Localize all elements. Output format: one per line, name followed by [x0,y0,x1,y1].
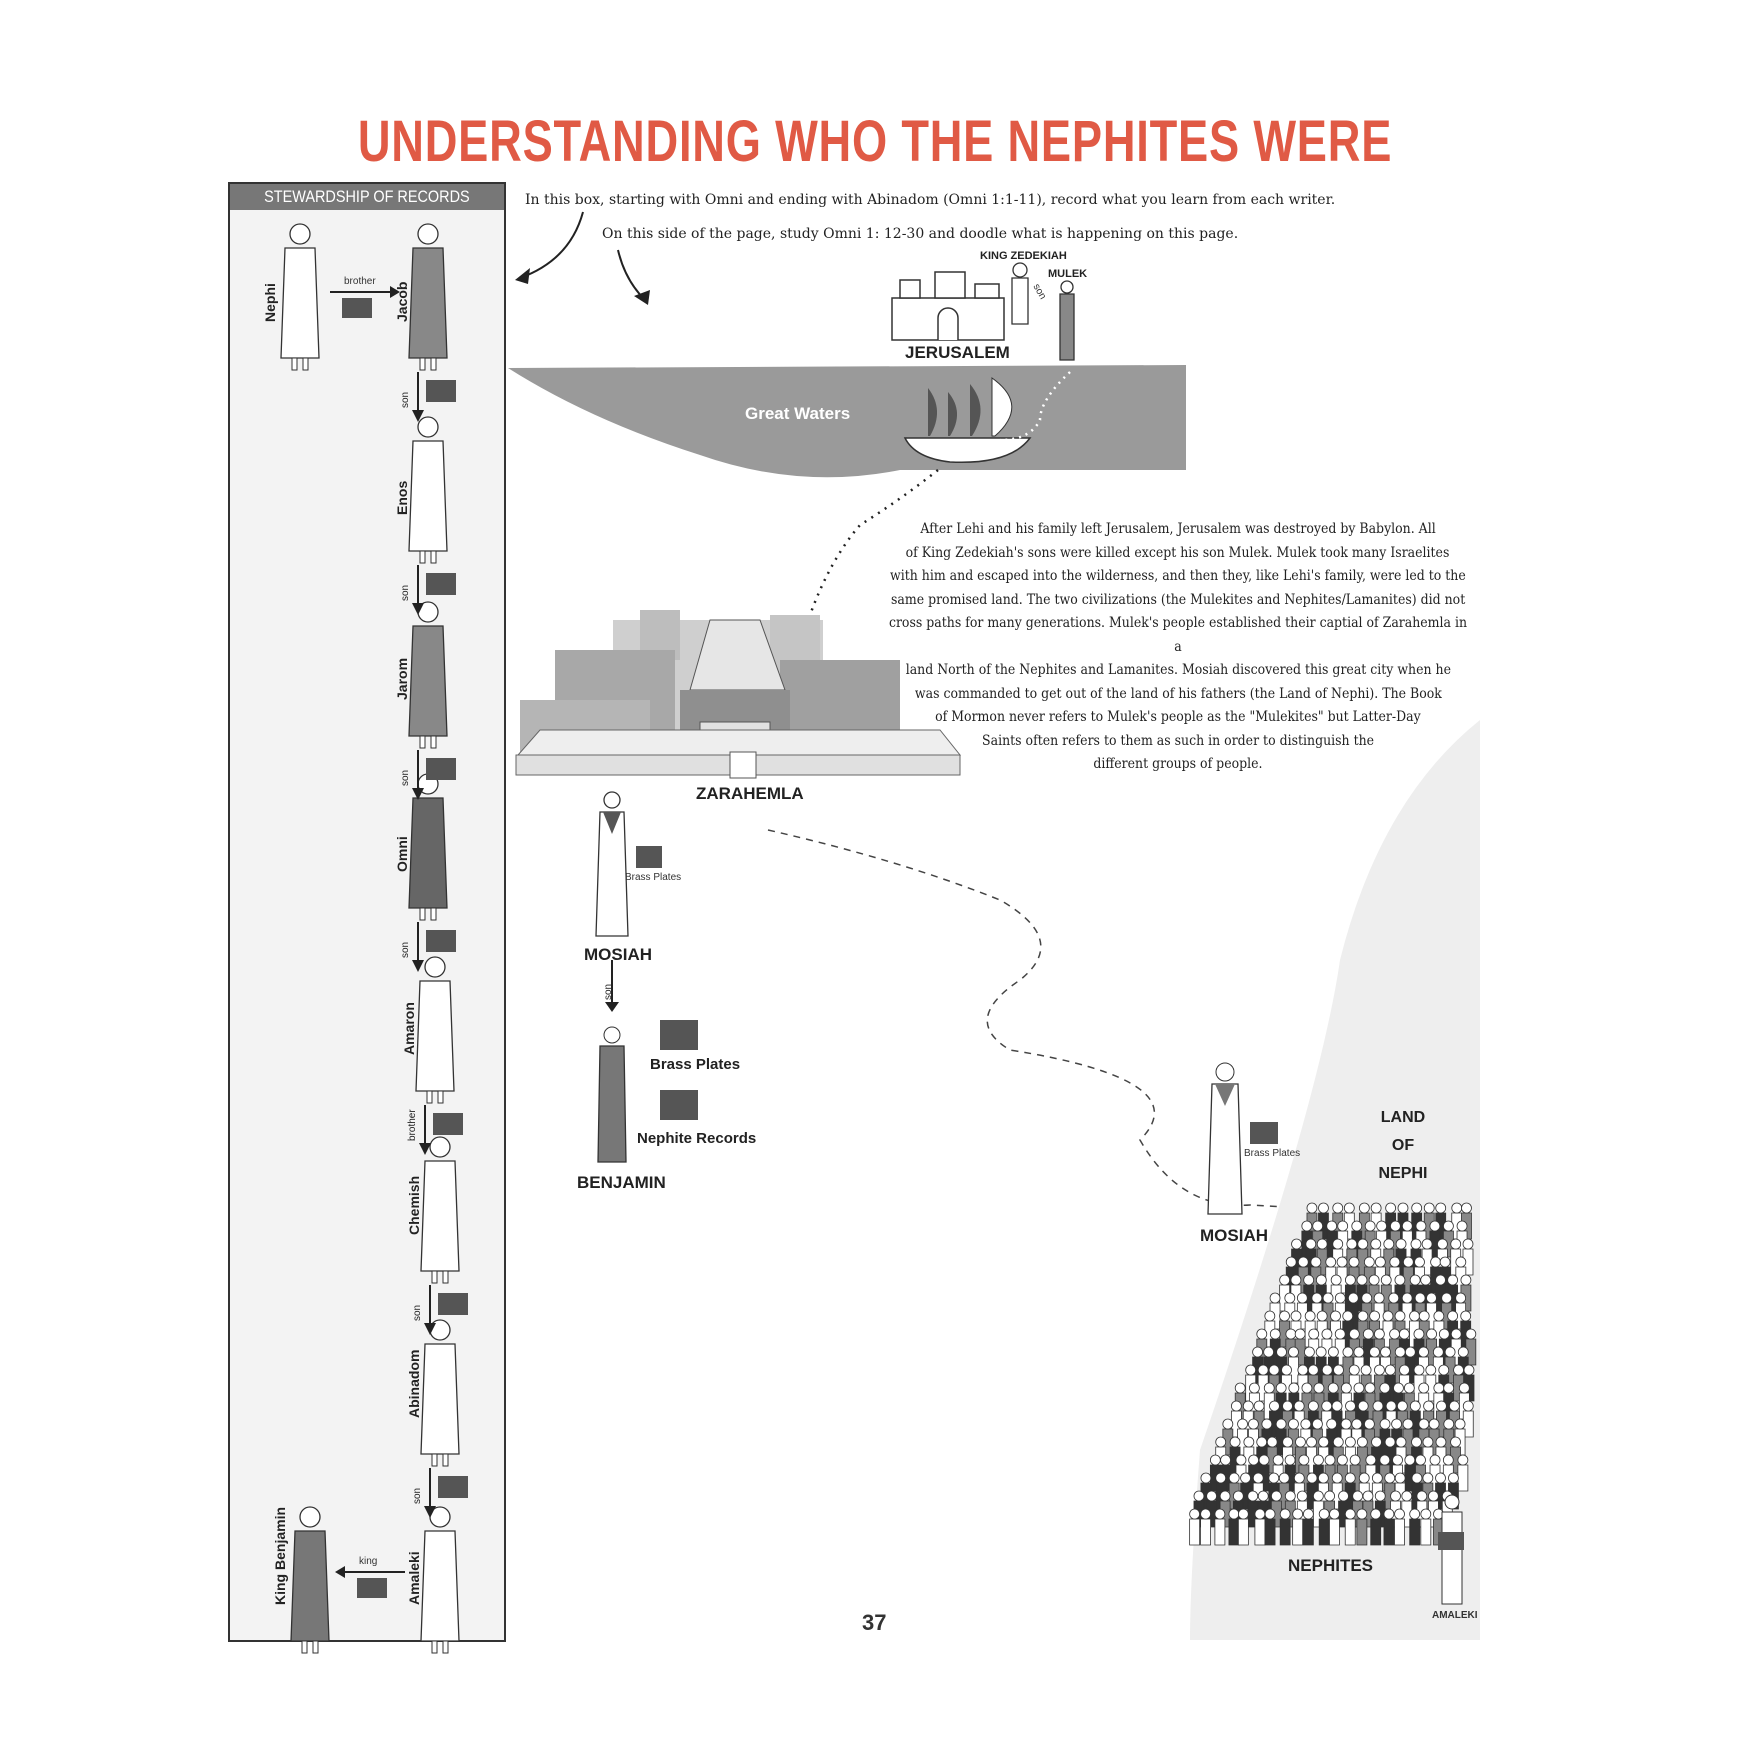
mulek-label: MULEK [1048,268,1088,280]
writer-name: Nephi [262,283,278,322]
story-line: was commanded to get out of the land of his fathers (the Land of Nephi). The Book [914,685,1442,702]
writer-name: Amaron [401,1002,417,1055]
mulek-figure-icon [1060,281,1074,360]
writer-figure-chemish-icon [421,1137,459,1283]
land-of-nephi-label [1378,1104,1428,1188]
mosiah-son-label: son [603,983,614,1000]
land-of-nephi-line-1: LAND [1380,1109,1426,1126]
stewardship-header: STEWARDSHIP OF RECORDS [230,184,504,210]
nephite-records-label: Nephite Records [637,1130,757,1147]
story-paragraph [858,518,1498,777]
writer-name: Amaleki [406,1551,422,1605]
relation-arrow-icon [335,1566,405,1598]
relation-label: son [400,584,411,601]
land-of-nephi-line-2: OF [1391,1137,1415,1154]
writer-figure-enos-icon [409,417,447,563]
arrow-to-box-head-icon [515,268,530,284]
relation-arrow-icon [412,372,456,422]
relation-label: son [400,769,411,786]
story-line: cross paths for many generations. Mulek's people established their captial of Zarahemla in a [888,615,1468,655]
page-instruction: On this side of the page, study Omni 1: 12-30 and doodle what is happening on this page. [602,226,1239,242]
arrow-to-page-head-icon [634,290,650,305]
box-instruction: In this box, starting with Omni and ending with Abinadom (Omni 1:1-11), record what you learn from each writer. [525,192,1336,208]
writer-name: Abinadom [406,1349,422,1418]
brass-plates-label: Brass Plates [650,1056,741,1073]
writer-name: Omni [394,836,410,872]
writer-figure-amaleki-icon [421,1507,459,1653]
writer-figure-jarom-icon [409,602,447,748]
relation-label: brother [407,1109,418,1141]
king-zedekiah-label: KING ZEDEKIAH [980,250,1067,262]
story-line: of Mormon never refers to Mulek's people as the "Mulekites" but Latter-Day [935,709,1421,725]
benjamin-label: BENJAMIN [577,1173,666,1192]
page-number: 37 [862,1610,887,1635]
story-line: After Lehi and his family left Jerusalem, Jerusalem was destroyed by Babylon. All [920,521,1436,537]
brass-plates-small-label: Brass Plates [625,872,682,883]
writer-figure-jacob-icon [409,224,447,370]
jerusalem-city-icon [892,272,1004,340]
story-line: of King Zedekiah's sons were killed except his son Mulek. Mulek took many Israelites [906,544,1450,561]
son-label: son [1030,282,1049,302]
amaleki-label: AMALEKI [1432,1610,1478,1621]
relation-label: son [400,941,411,958]
great-waters-label: Great Waters [745,404,851,423]
story-line: land North of the Nephites and Lamanites. Mosiah discovered this great city when he [905,662,1451,678]
writer-figure-omni-icon [409,774,447,920]
writer-figure-nephi-icon [281,224,319,370]
relation-label: brother [344,276,376,287]
writer-name: Jarom [394,657,410,700]
relation-arrow-icon [330,286,400,318]
mosiah-figure-2-icon [1208,1063,1278,1214]
relation-label: son [400,391,411,408]
writer-figure-king-benjamin-icon [291,1507,329,1653]
mosiah-label-2: MOSIAH [1200,1226,1268,1245]
mosiah-label: MOSIAH [584,945,652,964]
writer-name: Jacob [394,281,410,322]
writer-name: Enos [394,480,410,515]
story-line: with him and escaped into the wilderness, and then they, like Lehi's family, were led to the [890,568,1466,584]
page-title: UNDERSTANDING WHO THE NEPHITES WERE [357,109,1393,174]
writer-figure-amaron-icon [416,957,454,1103]
zarahemla-label: ZARAHEMLA [696,784,804,803]
nephites-label: NEPHITES [1288,1556,1374,1575]
writer-name: King Benjamin [272,1506,288,1605]
story-line: same promised land. The two civilizations (the Mulekites and Nephites/Lamanites) did not [890,591,1466,608]
relation-label: son [412,1304,423,1321]
arrow-to-page-icon [618,250,645,300]
story-line: Saints often refers to them as such in order to distinguish the [981,732,1375,749]
mosiah-figure-icon [596,792,662,936]
jerusalem-label: JERUSALEM [905,343,1010,362]
relation-label: son [412,1487,423,1504]
brass-plates-small-label-2: Brass Plates [1244,1148,1301,1159]
stewardship-chain [281,224,468,1653]
writer-figure-abinadom-icon [421,1320,459,1466]
story-line: different groups of people. [1093,756,1263,772]
arrow-to-box-icon [520,212,583,278]
writer-name: Chemish [406,1175,422,1235]
land-of-nephi-line-3: NEPHI [1378,1165,1428,1182]
king-zedekiah-figure-icon [1012,263,1028,324]
relation-label: king [359,1556,378,1567]
